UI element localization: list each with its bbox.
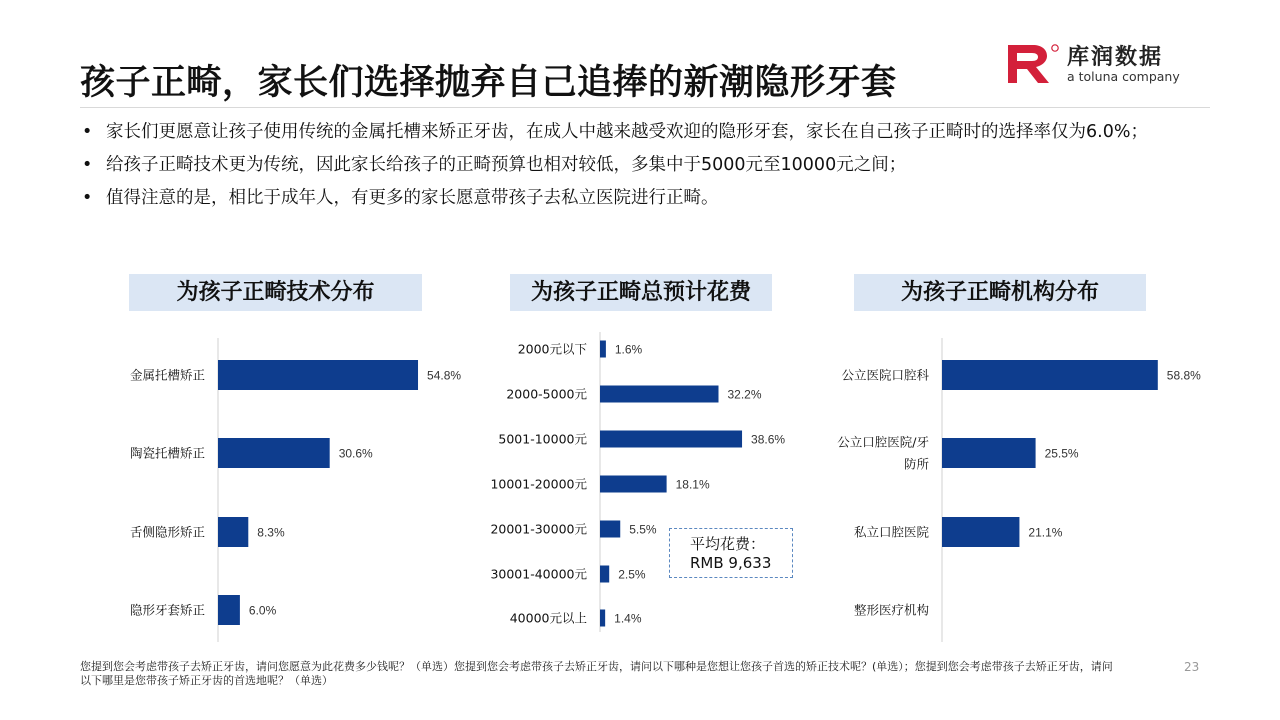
data-label-cost-0: 1.6% bbox=[614, 342, 643, 357]
logo-name: 库润数据 bbox=[1067, 45, 1164, 70]
bullet-text: 值得注意的是，相比于成年人，有更多的家长愿意带孩子去私立医院进行正畸。 bbox=[106, 188, 719, 208]
category-label-cost-6: 40000元以上 bbox=[509, 610, 587, 626]
bullet-item: • 家长们更愿意让孩子使用传统的金属托槽来矫正牙齿，在成人中越来越受欢迎的隐形牙套，家长在自己孩子正畸时的选择率仅为6.0%； bbox=[82, 122, 1148, 142]
data-label-cost-6: 1.4% bbox=[614, 611, 642, 626]
data-label-technique-2: 8.3% bbox=[257, 525, 285, 540]
bar-institution-0 bbox=[942, 360, 1158, 390]
category-label-institution-2: 私立口腔医院 bbox=[853, 524, 929, 540]
bar-institution-1 bbox=[942, 438, 1036, 468]
data-label-cost-5: 2.5% bbox=[618, 567, 646, 582]
bar-cost-5 bbox=[600, 566, 609, 583]
bar-cost-6 bbox=[600, 610, 605, 627]
bar-cost-1 bbox=[600, 386, 718, 403]
bar-institution-2 bbox=[942, 517, 1019, 547]
page-title: 孩子正畸，家长们选择抛弃自己追捧的新潮隐形牙套 bbox=[80, 63, 897, 103]
data-label-cost-4: 5.5% bbox=[629, 522, 657, 537]
category-label-cost-3: 10001-20000元 bbox=[490, 476, 587, 492]
bar-cost-4 bbox=[600, 521, 620, 538]
category-label-institution-1: 防所 bbox=[903, 456, 929, 472]
data-label-cost-1: 32.2% bbox=[727, 387, 762, 402]
bar-technique-0 bbox=[218, 360, 418, 390]
bullet-item: • 值得注意的是，相比于成年人，有更多的家长愿意带孩子去私立医院进行正畸。 bbox=[82, 188, 719, 208]
page-number: 23 bbox=[1184, 660, 1200, 674]
average-cost-value: RMB 9,633 bbox=[690, 554, 772, 572]
data-label-institution-1: 25.5% bbox=[1044, 446, 1079, 461]
data-label-cost-3: 18.1% bbox=[675, 477, 710, 492]
data-label-institution-2: 21.1% bbox=[1028, 525, 1063, 540]
chart-title-technique: 为孩子正畸技术分布 bbox=[129, 274, 422, 311]
category-label-institution-3: 整形医疗机构 bbox=[853, 602, 929, 618]
bar-technique-2 bbox=[218, 517, 248, 547]
chart-title-institution: 为孩子正畸机构分布 bbox=[854, 274, 1146, 311]
bullet-text: 给孩子正畸技术更为传统，因此家长给孩子的正畸预算也相对较低，多集中于5000元至10000元之间； bbox=[106, 155, 907, 175]
logo-subtitle: a toluna company bbox=[1067, 69, 1180, 84]
average-cost-annotation bbox=[669, 528, 793, 578]
bullet-item: • 给孩子正畸技术更为传统，因此家长给孩子的正畸预算也相对较低，多集中于5000元至10000元之间； bbox=[82, 155, 907, 175]
data-label-technique-0: 54.8% bbox=[427, 368, 462, 383]
category-label-cost-2: 5001-10000元 bbox=[498, 431, 587, 447]
chart-title-cost: 为孩子正畸总预计花费 bbox=[510, 274, 772, 311]
category-label-cost-5: 30001-40000元 bbox=[490, 566, 587, 582]
data-label-cost-2: 38.6% bbox=[751, 432, 786, 447]
data-label-technique-1: 30.6% bbox=[338, 446, 373, 461]
footnote: 您提到您会考虑带孩子去矫正牙齿，请问您愿意为此花费多少钱呢？（单选）您提到您会考虑带孩子去矫正牙齿，请问以下哪种是您想让您孩子首选的矫正技术呢？(单选）；您提到您会考虑带孩子去矫正牙齿，请问以下哪里是您带孩子矫正牙齿的首选地呢？（单选） bbox=[80, 660, 1113, 687]
bullet-text: 家长们更愿意让孩子使用传统的金属托槽来矫正牙齿，在成人中越来越受欢迎的隐形牙套，家长在自己孩子正畸时的选择率仅为6.0%； bbox=[106, 122, 1148, 142]
category-label-technique-0: 金属托槽矫正 bbox=[129, 367, 205, 383]
data-label-technique-3: 6.0% bbox=[248, 603, 277, 618]
bar-cost-0 bbox=[600, 341, 606, 358]
category-label-technique-1: 陶瓷托槽矫正 bbox=[129, 445, 205, 461]
bar-cost-2 bbox=[600, 431, 742, 448]
category-label-institution-1: 公立口腔医院/牙 bbox=[837, 434, 929, 450]
bar-cost-3 bbox=[600, 476, 667, 493]
bar-technique-3 bbox=[218, 595, 240, 625]
category-label-cost-4: 20001-30000元 bbox=[490, 521, 587, 537]
category-label-technique-3: 隐形牙套矫正 bbox=[129, 602, 205, 618]
category-label-technique-2: 舌侧隐形矫正 bbox=[129, 524, 205, 540]
category-label-cost-1: 2000-5000元 bbox=[506, 386, 587, 402]
data-label-institution-0: 58.8% bbox=[1166, 368, 1201, 383]
average-cost-label: 平均花费： bbox=[690, 535, 766, 553]
bar-technique-1 bbox=[218, 438, 330, 468]
category-label-cost-0: 2000元以下 bbox=[517, 341, 587, 357]
category-label-institution-0: 公立医院口腔科 bbox=[841, 367, 929, 383]
